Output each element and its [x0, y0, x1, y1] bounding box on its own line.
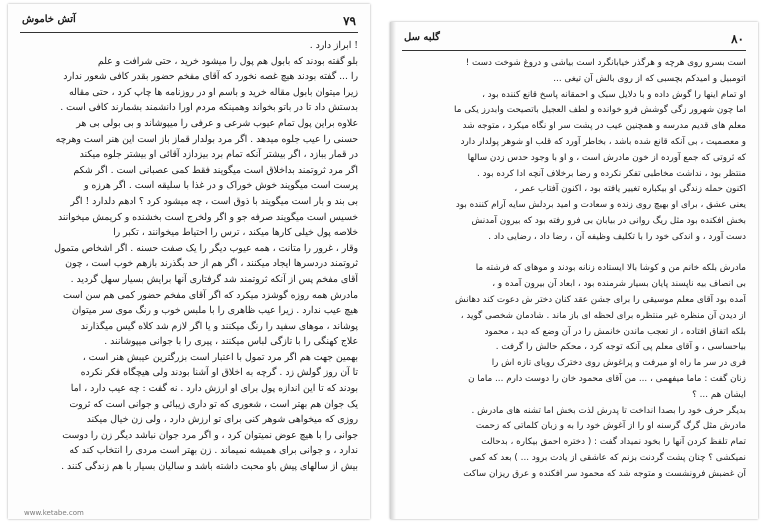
right-page-text — [402, 56, 746, 509]
text-line: بی انصاف بیه ناپسند پایان بسیار شرمنده بود ، ابعاد آن بیرون آمده و ، — [492, 279, 746, 290]
text-line: اکنون حمله زندگی او بیکباره تغییر یافته بود ، اکنون آفتاب عمر ، — [514, 184, 746, 195]
text-line: تمام تلفظ کردن آنها را بخود نمیداد گفت : ( دختره احمق بیکاره ، بدحالت — [481, 437, 746, 448]
left-running-title: آتش خاموش — [22, 14, 76, 25]
text-line: آقای مفخم پس از آنکه ثروتمند شد گرفتاری آنها برایش بسیار سهل گردید . — [70, 273, 358, 285]
text-line: علاوه براین پول تمام عیوب شرعی و عرفی را میپوشاند و بی بولی بی هر — [76, 117, 358, 129]
text-line: جوانی را با هیچ عوض نمیتوان کرد ، و اگر مرد جوان نباشد دیگر زن را دوست — [62, 429, 358, 441]
gutter-shadow — [390, 22, 396, 519]
text-line: در قمار ببازد ، اگر بیشتر آنکه تمام برد بیزدازد آقائی او بیشتر جلوه میکند — [79, 149, 358, 161]
text-line: اگر مرد ثروتمند بداخلاق است میگویند فقط کمی عصبانی است . اگر شکم — [73, 164, 358, 176]
text-line: بی بند و بار است میگویند با ذوق است ، چه میشود کرد ؟ ادهم دلدارد ! اگر — [70, 195, 358, 207]
text-line: مادرش همه روزه گوشزد میکرد که اگر آقای مفخم حضور کمی هم سن است — [63, 289, 358, 301]
text-line: خسیس است میگویند صرفه جو و اگر ولخرج است بخشنده و کریمش میخوانند — [58, 211, 358, 223]
text-line: اتومبیل و امیدکم بچسبی که از روی بالش آن تیغی ... — [553, 73, 746, 84]
text-line: ثروتمند دردسرها ایجاد میکنند ، اگر هم از حد بگذرند بازهم خوب است ، چون — [65, 258, 358, 270]
left-page-text — [20, 38, 358, 509]
text-line: تا آن روز گولش زد . گرچه به اخلاق او آشنا بودند ولی هیچگاه فکر نکرده — [80, 367, 358, 379]
text-line: مادرش بلکه خانم من و کوشا بالا ایستاده زنانه بودند و موهای که فرشته ما — [475, 263, 746, 274]
text-line: حسنی را عیب جلوه میدهد . اگر مرد بولدار قماز باز است این هنر است وهرچه — [55, 133, 358, 145]
text-line: هیچ عیب ندارد . زیرا عیب ظاهری را با ملبس خوب و رنگ موی سر میتوان — [71, 305, 358, 317]
text-line: آن غضبش فرونشست و متوجه شد که محمود سر افکنده و عرق ریزان ساکت — [463, 468, 746, 479]
text-line: زیرا میتوان بابول مقاله خرید و باسم او در روزنامه ها چاپ کرد ، حتی مقاله — [68, 86, 358, 98]
text-line: خلاصه پول خیلی کارها میکند ، ترس را احتیاط میخوانند ، تکبر را — [113, 227, 358, 239]
text-line: یعنی عشق ، برای او بهیچ روی زنده و سعادت و امید بردلش سایه آرام کننده بود — [455, 200, 746, 211]
text-line: دست آورد ، و اندکی خود را با تکلیف وظیفه آن ، رضا داد ، رضایی داد . — [488, 231, 746, 242]
right-header-rule — [402, 50, 746, 51]
text-line — [402, 246, 746, 262]
text-line: او تمام اینها را گوش داده و با دلایل سبک و احمقانه پاسخ قانع کننده بود ، — [482, 89, 746, 100]
text-line: مادرش مثل گرگ گرسنه او را از آغوش خود را به و زبان کلماتی که زحمت — [475, 421, 746, 432]
text-line: پوشاند ، موهای سفید را رنگ میکنند و یا اگر لازم شد کلاه گیس میگذارند — [80, 320, 358, 332]
text-line: بدستش داد تا در باتو بخواند وهمینکه مردم اورا دانشمند بشمارند کافی است . — [60, 102, 358, 114]
right-book-page — [390, 22, 758, 519]
text-line: اما چون شهرور زگی گوشش فرو خوانده و لطف العجیل باتصیحت وابدرز یکی ما — [454, 105, 746, 116]
text-line: بلکه اتفاق افتاده ، از تعجب ماندن خانمش را در آن وضع که دید ، محمود — [484, 326, 746, 337]
text-line: که ثروتی که جمع آورده از خون مادرش است ، و او با وجود حدس زدن سالها — [467, 152, 746, 163]
left-page-number: ۷۹ — [343, 14, 356, 28]
text-line: معلم های قدیم مدرسه و همچنین عیب در پشت سر او نگاه میکرد ، متوجه شد — [462, 121, 746, 132]
text-line: را ... گفته بودند هیچ غصه نخورد که آقای مفخم حضور بقدر کافی شعور ندارد — [63, 71, 358, 83]
text-line: پرست است میگویند خوش خوراک و در غذا با سلیقه است . اگر هرزه و — [83, 180, 358, 192]
left-book-page — [8, 4, 370, 519]
text-line: ایشان هم ... ؟ — [692, 389, 746, 400]
text-line: روزی که میخواهی شوهر کنی برای تو ارزش دارد ، ولی زن خیال میکند — [86, 414, 358, 426]
text-line: از دیدن آن منظره غیر منتظره برای لحظه ای باز ماند . شادمان شخصی گوید ، — [460, 310, 746, 321]
right-running-title: گلبه سل — [404, 32, 440, 43]
text-line: است بسرو روی هرچه و هرگذر خیابانگرد است بیاشی و دروغ شوخت دست ! — [465, 58, 746, 68]
left-running-head — [22, 14, 356, 30]
text-line: بودند که تا این اندازه پول برای او ارزش دارد . نه گفت : چه عیب دارد ، اما — [70, 383, 358, 395]
text-line: ! ابراز دارد . — [309, 40, 358, 51]
text-line: بهمین جهت هم اگر مرد تمول با اعتبار است بزرگترین عیبش هنر است ، — [82, 351, 358, 363]
text-line: وقار ، غرور را متانت ، همه عیوب دیگر را یک صفت حسنه . اگر اشخاص متمول — [54, 242, 358, 254]
left-header-rule — [20, 32, 358, 33]
text-line: بدیگر حرف خود را بصدا انداخت تا پدرش لذت بخش اما تشنه های مادرش . — [471, 405, 746, 416]
text-line: فری در سر ما راه او میرفت و پراغوش روی دخترک رویای تازه اش را — [491, 358, 746, 369]
right-page-number: ۸۰ — [731, 32, 744, 46]
text-line: بخش افکنده بود مثل ریگ روانی در بیابان بی فرو رفته بود که بیرون آمدنش — [471, 215, 746, 226]
text-line: بیاحساسی ، و آقای معلم پی آنکه توجه کرد ، محکم حالش را گرفت . — [495, 342, 746, 353]
right-running-head — [404, 32, 744, 48]
text-line: نمیکشی ؟ چنان پشت گردنت بزنم که عاشقی از یادت برود ... ) بعد که کمی — [469, 452, 746, 463]
text-line: ندارد ، و جوانی برای همیشه نمیماند . زن بهتر است مردی را انتخاب کند که — [69, 445, 358, 457]
text-line: بلو گفته بودند که بابول هم پول را میشود خرید ، حتی شرافت و علم — [97, 55, 358, 67]
site-watermark: www.ketabe.com — [24, 509, 84, 517]
text-line: یک جوان هم بهتر است ، شعوری که تو داری زیبائی و جوانی است که ثروت — [69, 398, 358, 410]
text-line: و معصمیت ، بی آنکه قانع شده باشد ، بخاطر آورد که قلب او شوهر پولدار دارد — [460, 136, 746, 147]
text-line: منتظر بود ، نداشت مخاطبی تفکر نکرده و رضا برخلاف آنچه ادا کرده بود . — [477, 168, 746, 179]
text-line: زنان گفت : ماما میفهمی ، ... من آقای محمود خان را دوست دارم ... ماما ن — [468, 373, 746, 384]
text-line: علاج کهنگی را با تازگی لباس میکنند ، پیری را با جوانی میپوشانند . — [104, 336, 358, 348]
text-line: بیش از سالهای پیش باو محبت داشته باشد و سالیان بسیار با هم زندگی کنند . — [61, 461, 358, 473]
text-line: آمده بود آقای معلم موسیقی را برای جشن عقد کنان دختر ش دعوت کند دهانش — [454, 294, 746, 305]
